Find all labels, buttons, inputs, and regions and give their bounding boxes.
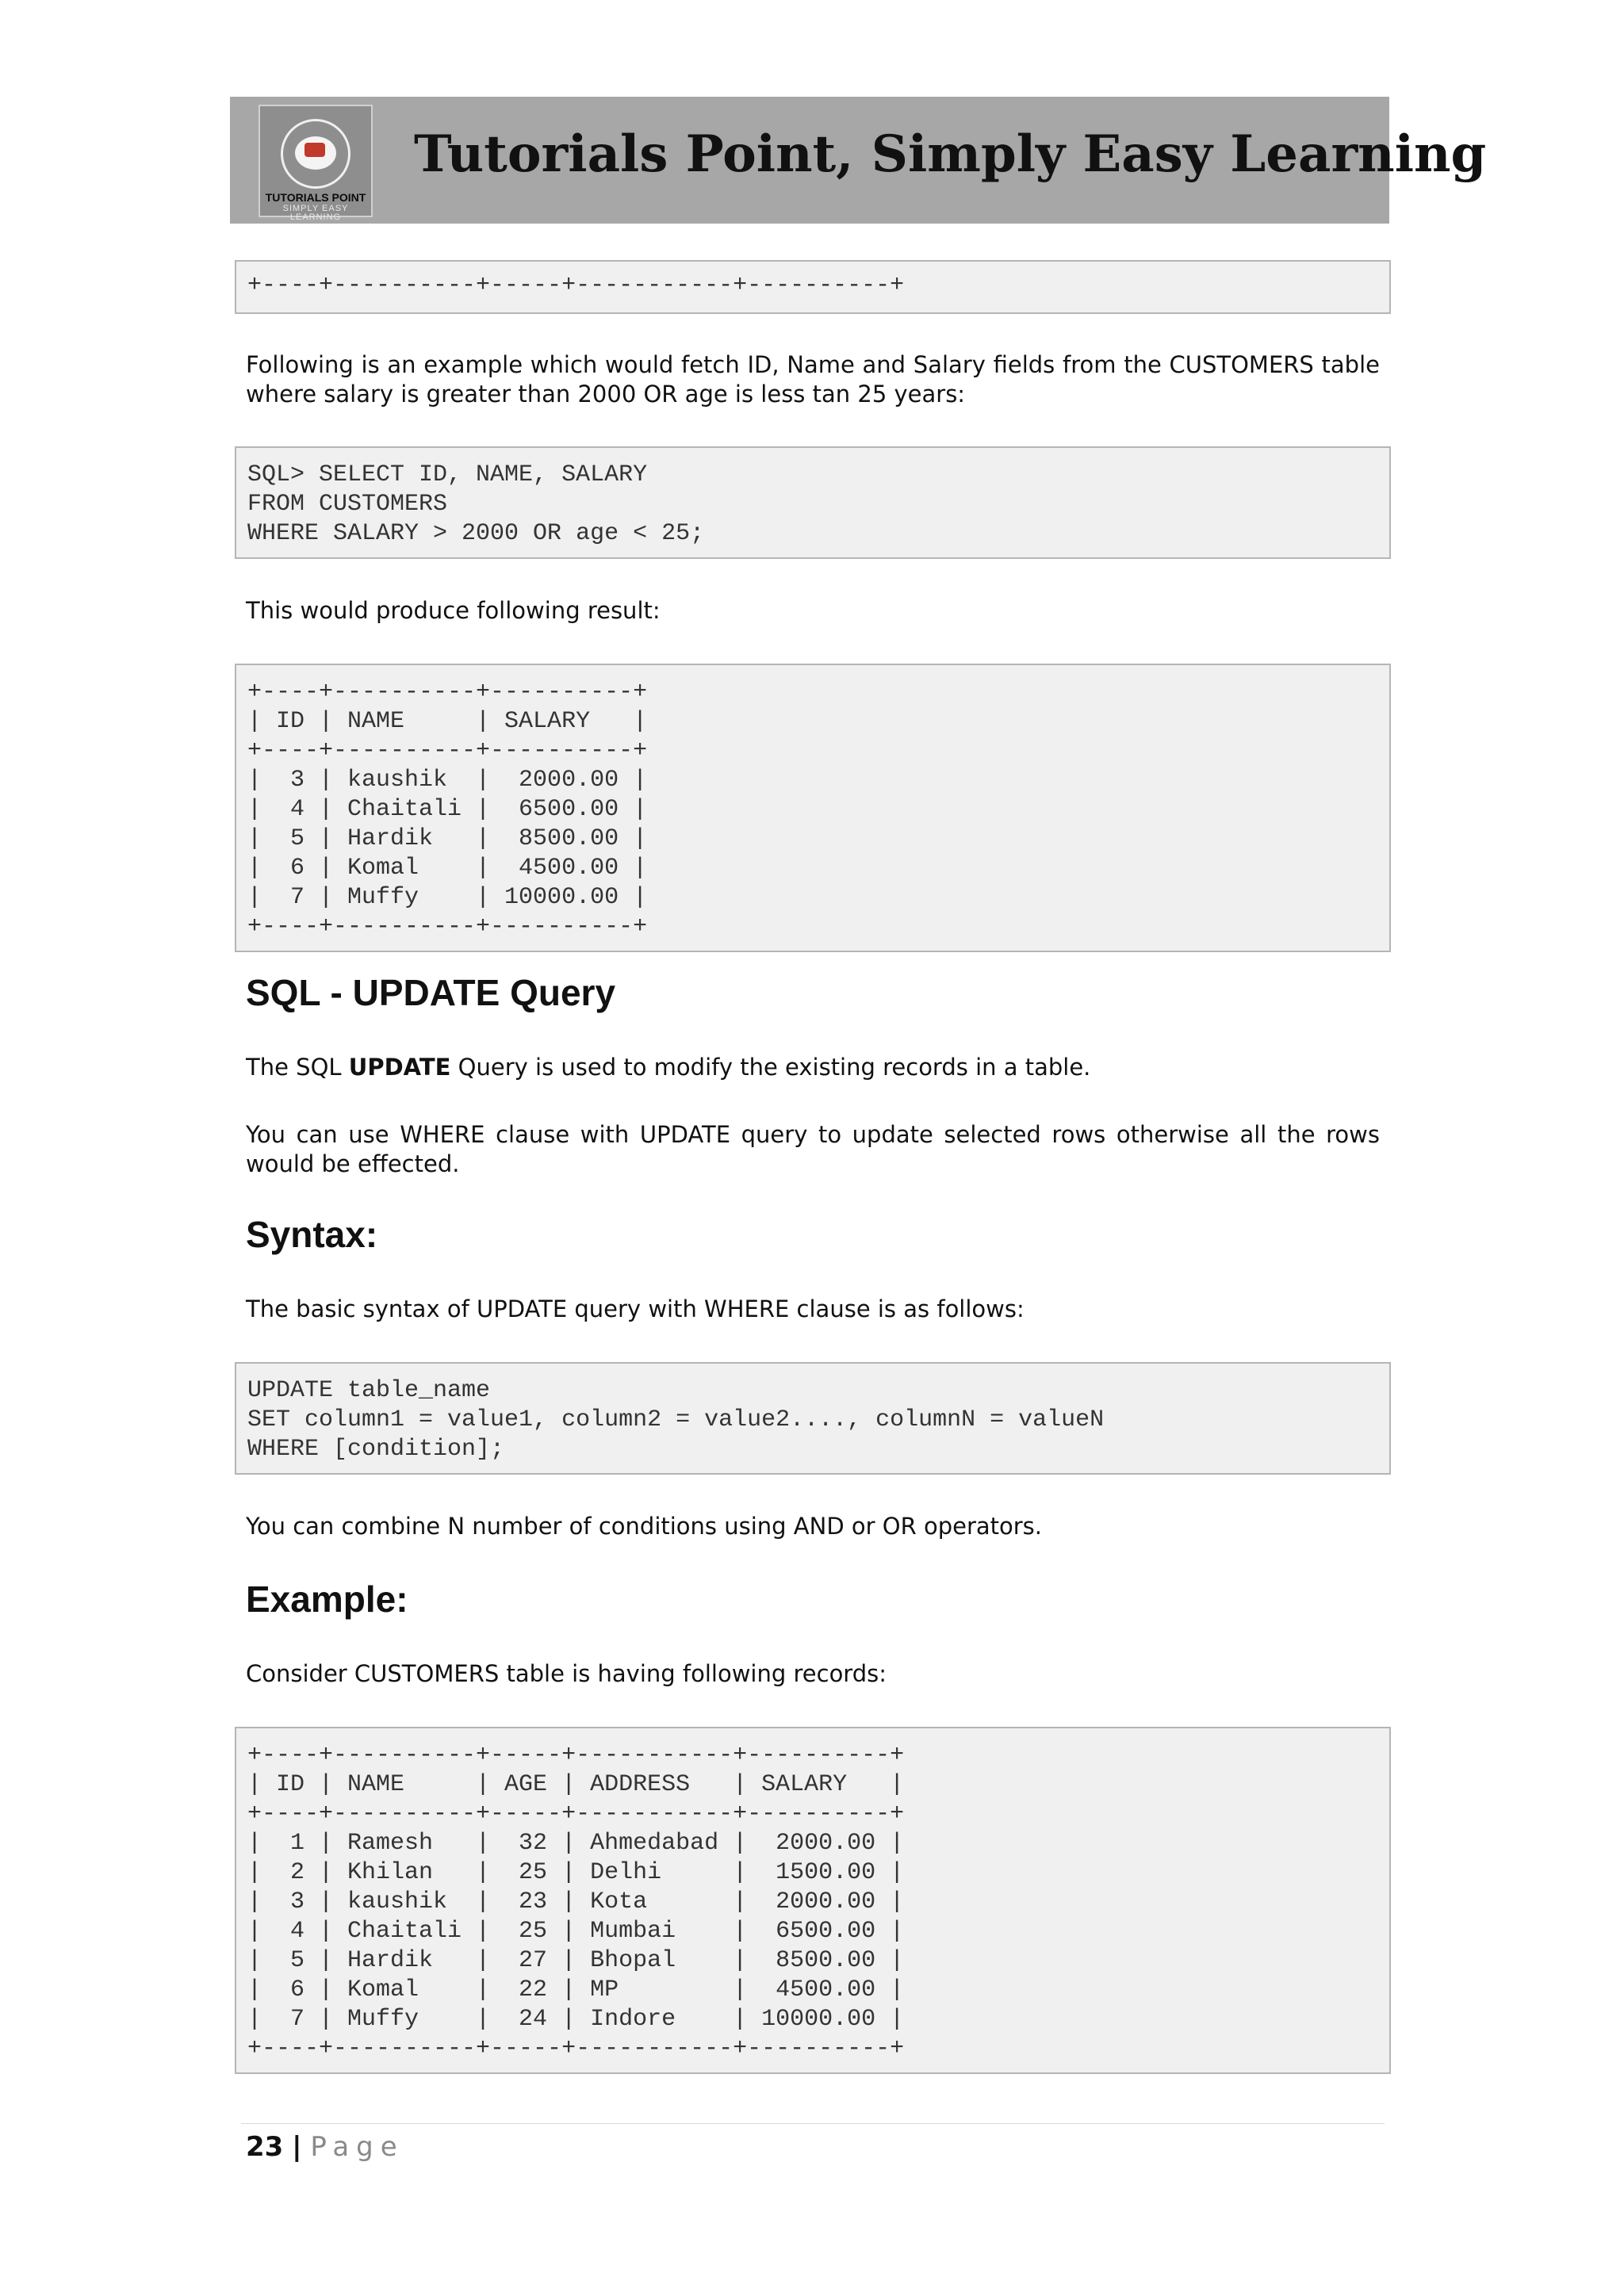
update-keyword: UPDATE (348, 1054, 451, 1081)
logo-mark-icon (304, 143, 325, 157)
paragraph-result-intro: This would produce following result: (246, 597, 661, 624)
code-block-select-query: SQL> SELECT ID, NAME, SALARY FROM CUSTOMERS WHERE SALARY > 2000 OR age < 25; (235, 446, 1391, 559)
code-block-table-end: +----+----------+-----+-----------+----------+ (235, 260, 1391, 314)
update-def-after: Query is used to modify the existing records in a table. (450, 1054, 1091, 1081)
paragraph-customers-intro: Consider CUSTOMERS table is having following records: (246, 1660, 887, 1687)
paragraph-combine-conditions: You can combine N number of conditions using AND or OR operators. (246, 1513, 1043, 1540)
paragraph-syntax-intro: The basic syntax of UPDATE query with WHERE clause is as follows: (246, 1295, 1025, 1322)
page-header (230, 97, 1487, 224)
header-title: Tutorials Point, Simply Easy Learning (414, 124, 1487, 184)
code-block-customers-table: +----+----------+-----+-----------+----------+ | ID | NAME | AGE | ADDRESS | SALARY | +----+----------+-----+-----------+----------+ | 1 | Ramesh | 32 | Ahmedabad | 2000.00 | | 2 | Khilan | 25 | Delhi | 1500.00 | | 3 | kaushik | 23 | Kota | 2000.00 | | 4 | Chaitali | 25 | Mumbai | 6500.00 | | 5 | Hardik | 27 | Bhopal | 8500.00 | | 6 | Komal | 22 | MP | 4500.00 | | 7 | Muffy | 24 | Indore | 10000.00 | +----+----------+-----+-----------+----------+ (235, 1727, 1391, 2074)
update-def-before: The SQL (246, 1054, 349, 1081)
footer-divider (241, 2123, 1385, 2124)
code-block-update-syntax: UPDATE table_name SET column1 = value1, column2 = value2...., columnN = valueN WHERE [condition]; (235, 1362, 1391, 1475)
page-label: Page (310, 2131, 404, 2163)
page-footer (246, 2130, 404, 2164)
example-heading: Example: (246, 1578, 408, 1620)
section-title-update-query: SQL - UPDATE Query (246, 972, 616, 1013)
paragraph-update-definition (246, 1053, 1380, 1082)
logo-name: TUTORIALS POINT (265, 191, 366, 204)
footer-separator: | (292, 2131, 302, 2163)
paragraph-fetch-example: Following is an example which would fetch ID, Name and Salary fields from the CUSTOMERS table where salary is greater than 2000 OR age is less tan 25 years: (246, 351, 1380, 408)
code-block-select-result: +----+----------+----------+ | ID | NAME | SALARY | +----+----------+----------+ | 3 | kaushik | 2000.00 | | 4 | Chaitali | 6500.00 | | 5 | Hardik | 8500.00 | | 6 | Komal | 4500.00 | | 7 | Muffy | 10000.00 | +----+----------+----------+ (235, 664, 1391, 952)
page-number: 23 (246, 2131, 284, 2163)
tutorialspoint-logo (259, 105, 373, 222)
logo-tagline: SIMPLY EASY LEARNING (282, 204, 349, 222)
paragraph-where-clause: You can use WHERE clause with UPDATE query to update selected rows otherwise all the rows would be effected. (246, 1121, 1380, 1177)
syntax-heading: Syntax: (246, 1214, 378, 1255)
